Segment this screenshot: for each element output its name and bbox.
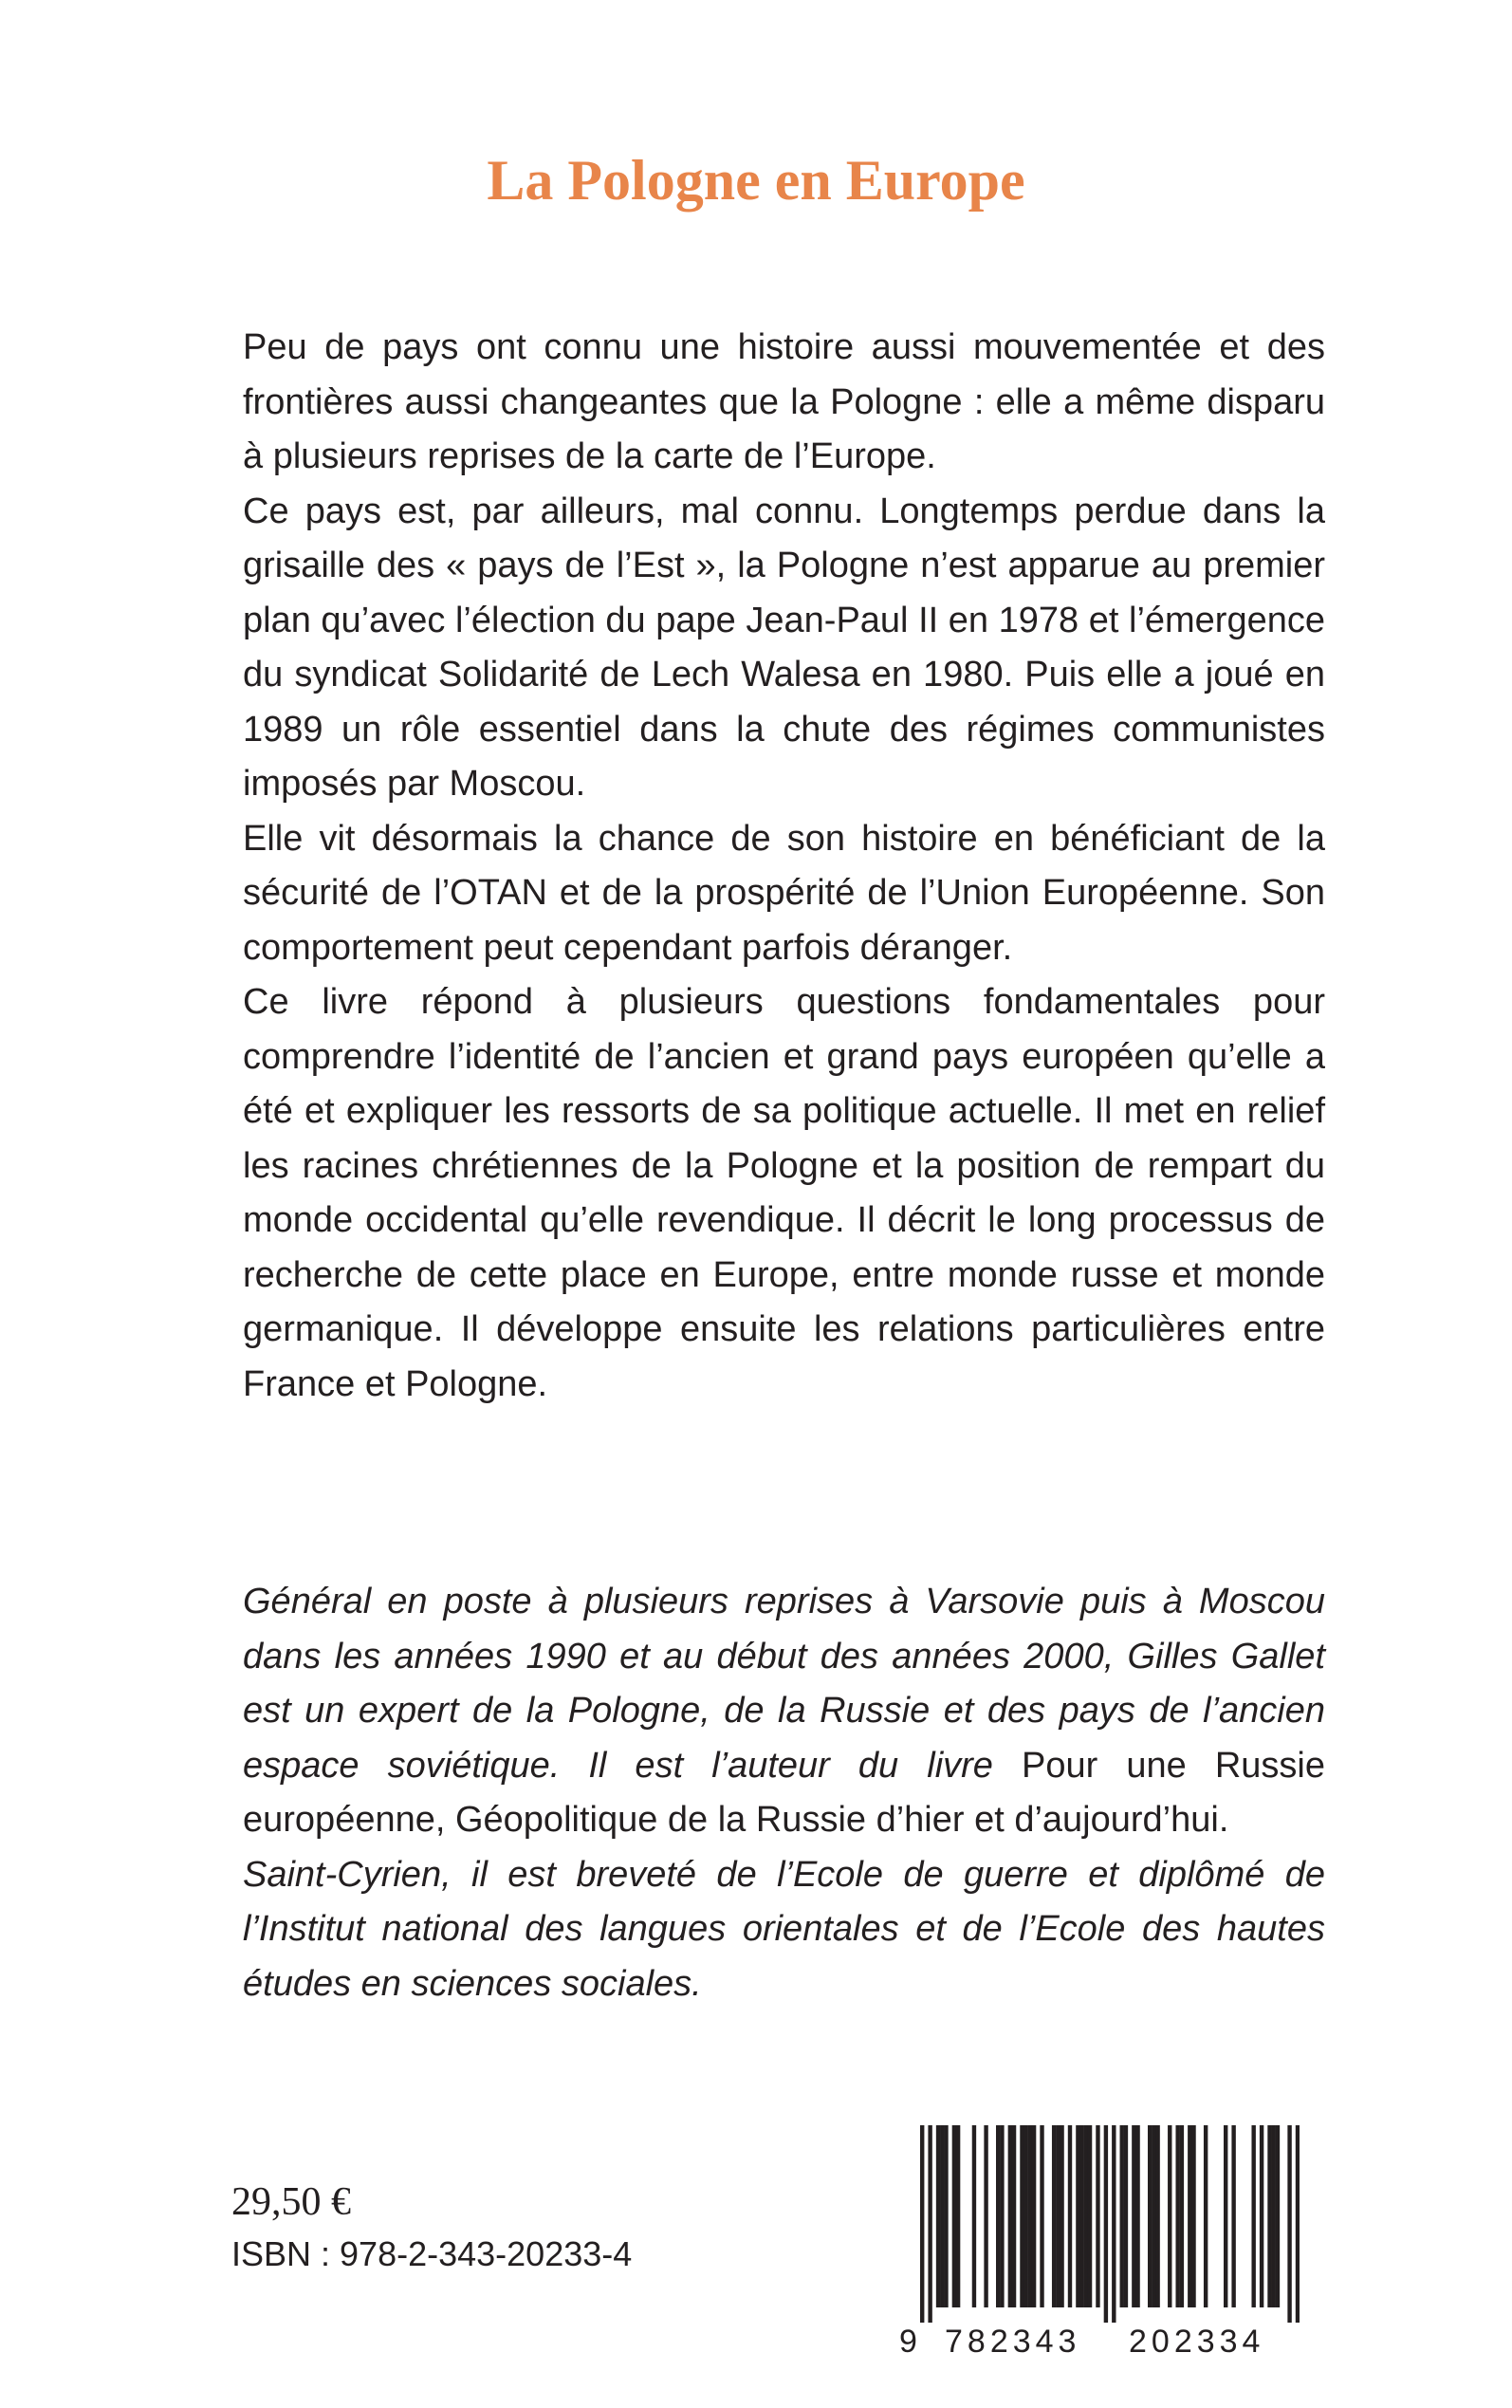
barcode-bar — [1260, 2125, 1263, 2307]
author-bio — [243, 1575, 1325, 2011]
barcode-bar — [1175, 2125, 1179, 2307]
barcode-bars — [920, 2125, 1300, 2323]
barcode-bar — [1023, 2125, 1027, 2307]
barcode-bar — [1148, 2125, 1152, 2307]
barcode-bar — [1088, 2125, 1092, 2307]
barcode-bar — [1076, 2125, 1079, 2307]
barcode-bar — [1224, 2125, 1227, 2307]
barcode — [895, 2116, 1324, 2360]
author-credentials: Saint-Cyrien, il est breveté de l’Ecole de guerre et diplômé de l’Institut national des langues orientales et de l’Ecole des hautes études en sciences sociales. — [243, 1854, 1325, 2004]
barcode-bar — [1135, 2125, 1139, 2307]
barcode-bar — [1124, 2125, 1128, 2307]
barcode-bar — [956, 2125, 960, 2307]
author-credentials-paragraph — [243, 1848, 1325, 2012]
barcode-bar — [1079, 2125, 1083, 2307]
barcode-bar — [1191, 2125, 1195, 2307]
blurb-paragraph: Ce pays est, par ailleurs, mal connu. Longtemps perdue dans la grisaille des « pays de l’Est », la Pologne n’est apparue au premier plan qu’avec l’élection du pape Jean-Paul II en 1978 et l’émergence du syndicat Solidarité de Lech Walesa en 1980. Puis elle a joué en 1989 un rôle essentiel dans la chute des régimes communistes imposés par Moscou. — [243, 491, 1325, 804]
barcode-bar — [984, 2125, 987, 2307]
author-bio-paragraph — [243, 1575, 1325, 1848]
barcode-bar — [1272, 2125, 1276, 2307]
barcode-guard-bar — [1296, 2125, 1300, 2323]
barcode-bar — [1084, 2125, 1088, 2307]
barcode-bar — [1028, 2125, 1032, 2307]
barcode-bar — [1056, 2125, 1060, 2307]
barcode-guard-bar — [920, 2125, 924, 2323]
barcode-bar — [1020, 2125, 1023, 2307]
barcode-bar — [1180, 2125, 1184, 2307]
barcode-bar — [1231, 2125, 1235, 2307]
barcode-bar — [1040, 2125, 1043, 2307]
author-previous-book: Pour une Russie européenne, Géopolitique de la Russie d’hier et d’aujourd’hui. — [243, 1745, 1325, 1840]
barcode-bar — [1012, 2125, 1016, 2307]
barcode-bar — [1032, 2125, 1036, 2307]
barcode-bar — [1152, 2125, 1155, 2307]
barcode-bar — [972, 2125, 976, 2307]
barcode-bar — [1204, 2125, 1208, 2307]
author-bio-text: Général en poste à plusieurs reprises à Varsovie puis à Moscou dans les années 1990 et au début des années 2000, Gilles Gallet est un expert de la Pologne, de la Russie et des pays de l’ancien espace soviétique. Il est l’auteur du livre — [243, 1582, 1325, 1786]
barcode-left-group: 782343 — [945, 2324, 1081, 2360]
barcode-bar — [1188, 2125, 1191, 2307]
blurb-paragraph: Ce livre répond à plusieurs questions fondamentales pour comprendre l’identité de l’ancien et grand pays européen qu’elle a été et expliquer les ressorts de sa politique actuelle. Il met en relief les racines chrétiennes de la Pologne et la position de rempart du monde occidental qu’elle revendique. Il décrit le long processus de recherche de cette place en Europe, entre monde russe et monde germanique. Il développe ensuite les relations particulières entre France et Pologne. — [243, 982, 1325, 1404]
blurb-paragraph: Elle vit désormais la chance de son histoire en bénéficiant de la sécurité de l’OTAN et de la prospérité de l’Union Européenne. Son comportement peut cependant parfois déranger. — [243, 818, 1325, 968]
barcode-bar — [940, 2125, 944, 2307]
barcode-bar — [1068, 2125, 1072, 2307]
price: 29,50 € — [231, 2180, 351, 2224]
barcode-first-digit: 9 — [899, 2324, 917, 2360]
barcode-bar — [1120, 2125, 1124, 2307]
barcode-bar — [1000, 2125, 1004, 2307]
barcode-bar — [1052, 2125, 1056, 2307]
barcode-bar — [1060, 2125, 1063, 2307]
barcode-bar — [1008, 2125, 1012, 2307]
barcode-guard-bar — [1287, 2125, 1291, 2323]
barcode-guard-bar — [928, 2125, 931, 2323]
barcode-bar — [1251, 2125, 1255, 2307]
barcode-guard-bar — [1112, 2125, 1116, 2323]
barcode-bar — [1168, 2125, 1171, 2307]
barcode-right-group: 202334 — [1129, 2324, 1265, 2360]
barcode-bar — [936, 2125, 940, 2307]
barcode-bar — [996, 2125, 1000, 2307]
barcode-guard-bar — [1104, 2125, 1108, 2323]
barcode-bar — [1132, 2125, 1135, 2307]
book-title: La Pologne en Europe — [487, 149, 1025, 212]
barcode-bar — [1267, 2125, 1271, 2307]
barcode-bar — [1096, 2125, 1099, 2307]
back-cover-blurb — [243, 321, 1325, 1412]
blurb-paragraph: Peu de pays ont connu une histoire aussi mouvementée et des frontières aussi changeantes que la Pologne : elle a même disparu à plusieurs reprises de la carte de l’Europe. — [243, 327, 1325, 476]
barcode-bar — [1155, 2125, 1159, 2307]
barcode-bar — [952, 2125, 956, 2307]
barcode-bar — [1276, 2125, 1280, 2307]
barcode-bar — [944, 2125, 948, 2307]
barcode-digits — [895, 2323, 1324, 2361]
isbn: ISBN : 978-2-343-20233-4 — [231, 2234, 633, 2273]
